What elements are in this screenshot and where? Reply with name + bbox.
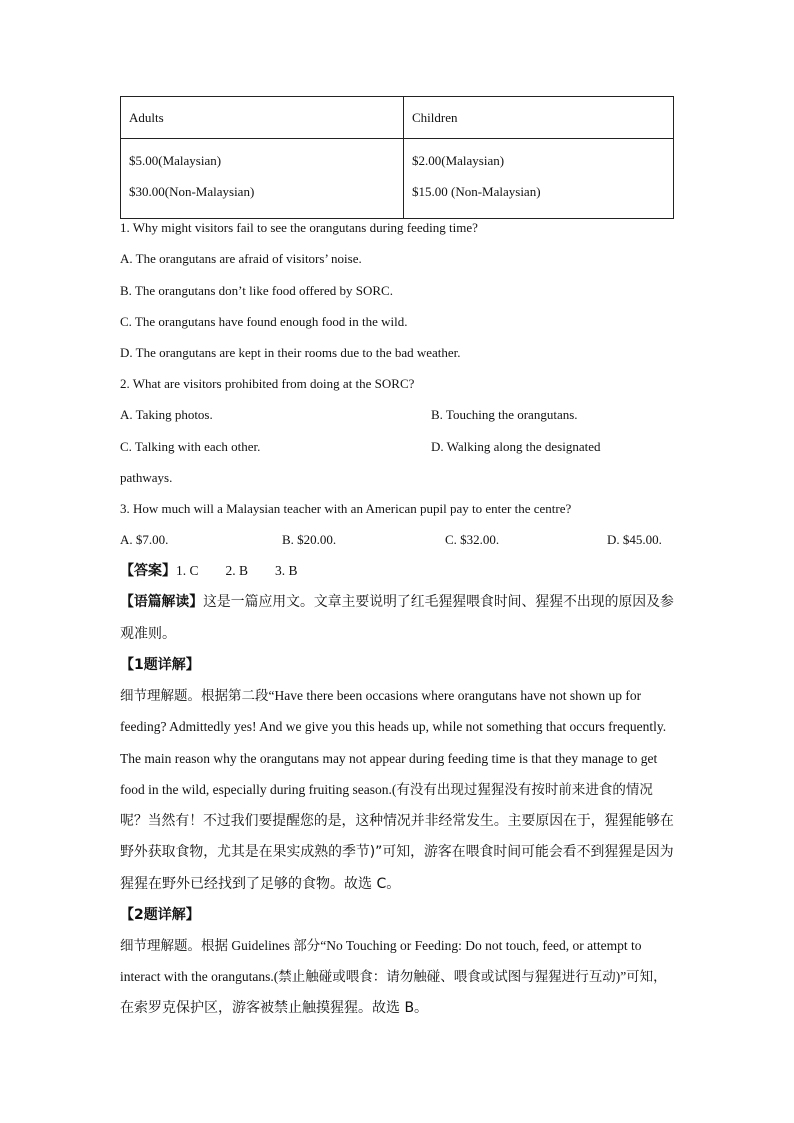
question-2-option-a: A. Taking photos. [120, 407, 213, 422]
fee-table-header-row [121, 97, 674, 139]
question-3-option-d: D. $45.00. [607, 532, 662, 547]
answer-line [120, 561, 298, 581]
question-3-option-b: B. $20.00. [282, 532, 337, 547]
analysis-line-1 [120, 592, 674, 612]
analysis-text-1: 这是一篇应用文。文章主要说明了红毛猩猩喂食时间、猩猩不出现的原因及参 [203, 594, 674, 610]
detail-2-line-2: interact with the orangutans.(禁止触碰或喂食：请勿触碰、喂食或试图与猩猩进行互动)”可知， [120, 969, 667, 984]
question-3-stem: 3. How much will a Malaysian teacher with an American pupil pay to enter the centre? [120, 501, 572, 516]
question-1-option-b: B. The orangutans don’t like food offered by SORC. [120, 283, 393, 298]
children-fees-cell [404, 139, 674, 219]
adults-fee-malaysian: $5.00(Malaysian) [129, 153, 222, 168]
detail-1-line-1: 细节理解题。根据第二段“Have there been occasions where orangutans have not shown up for [120, 688, 642, 703]
question-2-option-d: D. Walking along the designated [431, 439, 601, 454]
question-1-stem: 1. Why might visitors fail to see the orangutans during feeding time? [120, 220, 478, 235]
header-adults: Adults [121, 97, 404, 139]
detail-1-line-2: feeding? Admittedly yes! And we give you this heads up, while not something that occurs frequently. [120, 719, 667, 734]
detail-2-label: 【2题详解】 [120, 907, 200, 923]
detail-2-line-1: 细节理解题。根据 Guidelines 部分“No Touching or Feeding: Do not touch, feed, or attempt to [120, 938, 642, 953]
answer-text: 1. C 2. B 3. B [176, 563, 298, 578]
adults-fees-cell [121, 139, 404, 219]
question-1-option-c: C. The orangutans have found enough food in the wild. [120, 314, 408, 329]
adults-fee-non-malaysian: $30.00(Non-Malaysian) [129, 184, 255, 199]
question-2-stem: 2. What are visitors prohibited from doing at the SORC? [120, 376, 415, 391]
detail-1-line-6: 野外获取食物，尤其是在果实成熟的季节)”可知，游客在喂食时间可能会看不到猩猩是因为 [120, 844, 674, 860]
detail-1-line-3: The main reason why the orangutans may not appear during feeding time is that they manage to get [120, 751, 658, 766]
question-1-option-d: D. The orangutans are kept in their rooms due to the bad weather. [120, 345, 461, 360]
analysis-line-2: 观准则。 [120, 626, 176, 642]
detail-1-line-4: food in the wild, especially during fruiting season.(有没有出现过猩猩没有按时前来进食的情况 [120, 782, 653, 797]
children-fee-non-malaysian: $15.00 (Non-Malaysian) [412, 184, 541, 199]
fee-table [120, 96, 674, 219]
question-2-option-b: B. Touching the orangutans. [431, 407, 578, 422]
question-1-option-a: A. The orangutans are afraid of visitors’ noise. [120, 251, 362, 266]
answer-label: 【答案】 [120, 563, 176, 579]
detail-1-line-5: 呢？当然有！不过我们要提醒您的是，这种情况并非经常发生。主要原因在于，猩猩能够在 [120, 813, 674, 829]
analysis-label: 【语篇解读】 [120, 594, 204, 610]
header-children: Children [404, 97, 674, 139]
question-2-option-d-continued: pathways. [120, 470, 173, 485]
detail-1-label: 【1题详解】 [120, 657, 200, 673]
children-fee-malaysian: $2.00(Malaysian) [412, 153, 505, 168]
question-3-option-c: C. $32.00. [445, 532, 500, 547]
fee-table-row [121, 139, 674, 219]
detail-1-line-7: 猩猩在野外已经找到了足够的食物。故选 C。 [120, 876, 401, 892]
detail-2-line-3: 在索罗克保护区，游客被禁止触摸猩猩。故选 B。 [120, 1000, 429, 1016]
question-3-option-a: A. $7.00. [120, 532, 169, 547]
question-2-option-c: C. Talking with each other. [120, 439, 261, 454]
